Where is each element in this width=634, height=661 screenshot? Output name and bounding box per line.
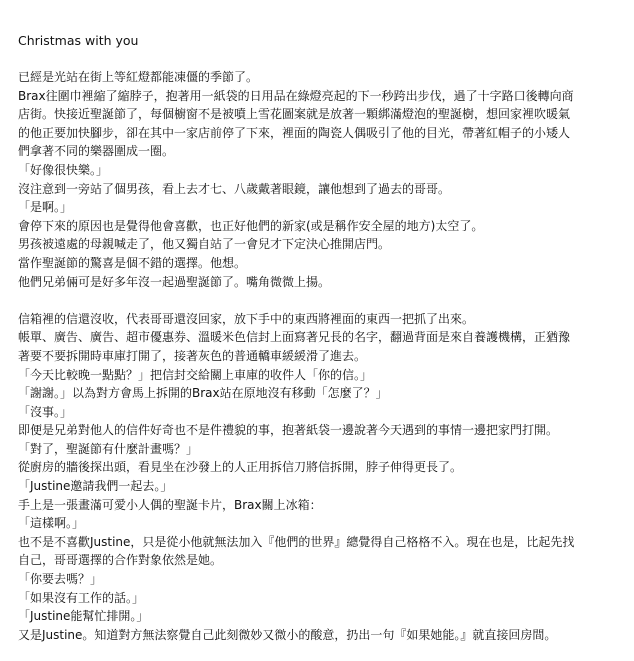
text-line: 「今天比較晚一點點？」把信封交給關上車庫的收件人「你的信。」 (18, 367, 373, 382)
text-line: 信箱裡的信還沒收，代表哥哥還沒回家，放下手中的東西將裡面的東西一把抓了出來。 (18, 311, 475, 326)
text-line: Brax往圍巾裡縮了縮脖子，抱著用一紙袋的日用品在綠燈亮起的下一秒跨出步伐，過了十字路口後轉向商 (18, 88, 574, 103)
text-line: 「Justine邀請我們一起去。」 (18, 479, 173, 494)
text-line: 「這樣啊。」 (18, 516, 85, 531)
text-line: 從廚房的牆後探出頭，看見坐在沙發上的人正用拆信刀將信拆開，脖子伸得更長了。 (18, 460, 463, 475)
text-line: 男孩被遠處的母親喊走了，他又獨自站了一會兒才下定決心推開店門。 (18, 237, 391, 252)
text-line: 「你要去嗎？」 (18, 572, 103, 587)
text-line: 會停下來的原因也是覺得他會喜歡，也正好他們的新家(或是稱作安全屋的地方)太空了。 (18, 218, 484, 233)
text-line: 「沒事。」 (18, 404, 73, 419)
text-line: 「Justine能幫忙排開。」 (18, 609, 149, 624)
text-line: 的他正要加快腳步，卻在其中一家店前停了下來，裡面的陶瓷人偶吸引了他的目光，帶著紅帽子的小矮人 (18, 125, 571, 140)
text-line: 們拿著不同的樂器圍成一圈。 (18, 144, 175, 159)
text-line: 「如果沒有工作的話。」 (18, 590, 145, 605)
text-line: 著要不要拆開時車庫打開了，接著灰色的普通轎車緩緩滑了進去。 (18, 348, 367, 363)
paragraph-section-1 (18, 68, 618, 291)
paragraph-spacer (18, 291, 618, 310)
text-line: 「對了，聖誕節有什麼計畫嗎？」 (18, 441, 199, 456)
text-line: 即便是兄弟對他人的信件好奇也不是件禮貌的事，抱著紙袋一邊說著今天遇到的事情一邊把家門打開。 (18, 423, 559, 438)
text-line: 當作聖誕節的驚喜是個不錯的選擇。他想。 (18, 255, 247, 270)
text-line: 也不是不喜歡Justine，只是從小他就無法加入『他們的世界』總覺得自己格格不入。現在也是，比起先找 (18, 534, 575, 549)
text-line: 帳單、廣告、廣告、超市優惠券、溫暖米色信封上面寫著兄長的名字，翻過背面是來自養護機構，正猶豫 (18, 330, 571, 345)
text-line: 自己，哥哥選擇的合作對象依然是她。 (18, 553, 223, 568)
text-line: 「是啊。」 (18, 200, 73, 215)
text-line: 他們兄弟倆可是好多年沒一起過聖誕節了。嘴角微微上揚。 (18, 274, 331, 289)
text-line: 手上是一張畫滿可愛小人偶的聖誕卡片，Brax關上冰箱： (18, 497, 322, 512)
text-line: 又是Justine。知道對方無法察覺自己此刻微妙又微小的酸意，扔出一句『如果她能。』就直接回房間。 (18, 627, 557, 642)
text-line: 沒注意到一旁站了個男孩，看上去才七、八歲戴著眼鏡，讓他想到了過去的哥哥。 (18, 181, 451, 196)
document-body (18, 32, 618, 644)
paragraph-section-2 (18, 310, 618, 645)
text-line: 「好像很快樂。」 (18, 162, 109, 177)
text-line: 已經是光站在街上等紅燈都能凍僵的季節了。 (18, 70, 259, 84)
document-title: Christmas with you (18, 33, 139, 48)
text-line: 店街。快接近聖誕節了，每個櫥窗不是被噴上雪花圖案就是放著一顆綁滿燈泡的聖誕樹，想回家裡吹暖氣 (18, 107, 571, 122)
text-line: 「謝謝。」以為對方會馬上拆開的Brax站在原地沒有移動「怎麼了？」 (18, 386, 388, 401)
